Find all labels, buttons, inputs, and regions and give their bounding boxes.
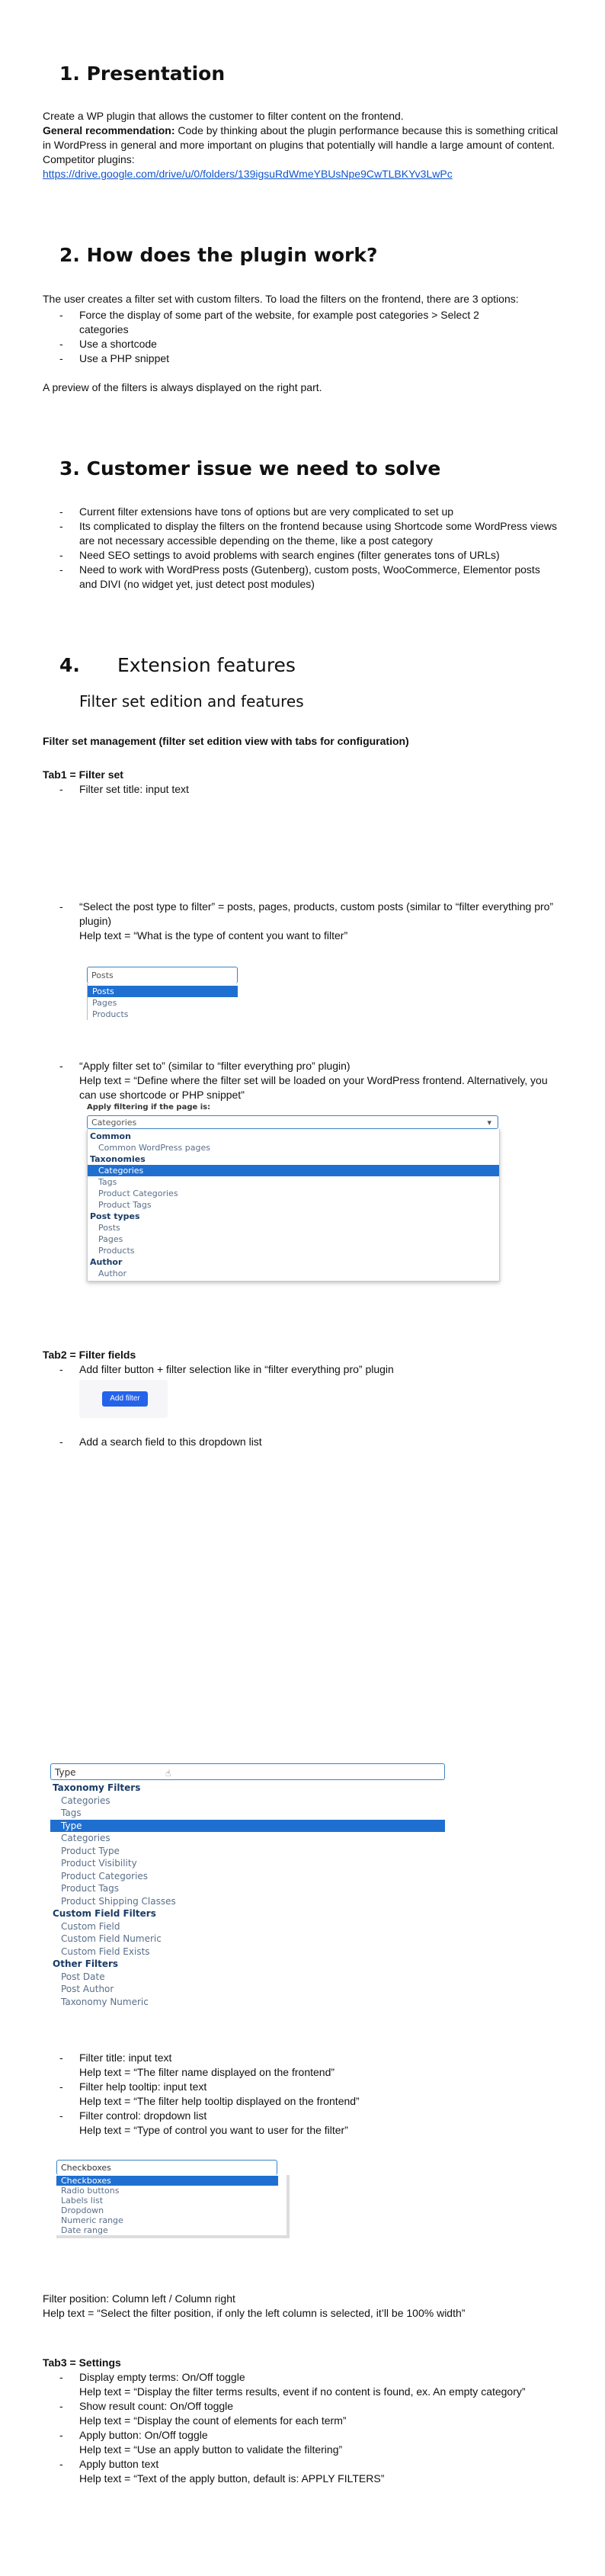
- option-radio-buttons[interactable]: Radio buttons: [61, 2186, 120, 2196]
- list-item: [43, 2370, 561, 2399]
- tab2-title: Tab2 = Filter fields: [43, 1349, 136, 1361]
- apply-filter-options: [87, 1129, 500, 1282]
- position-text: Filter position: Column left / Column right: [43, 2292, 235, 2305]
- option-product-shipping-classes[interactable]: Product Shipping Classes: [61, 1895, 176, 1907]
- list-item: - Use a shortcode: [43, 337, 530, 351]
- apply-filter-select[interactable]: [87, 1115, 498, 1129]
- item-text: “Apply filter set to” (similar to “filter everything pro” plugin): [79, 1060, 351, 1072]
- list-item: - Need to work with WordPress posts (Gutenberg), custom posts, WooCommerce, Elementor posts and DIVI (no widget yet, just detect post modules): [43, 563, 561, 592]
- option-categories[interactable]: Categories: [88, 1165, 499, 1176]
- item-text: Display empty terms: On/Off toggle: [79, 2371, 245, 2383]
- item-text: “Select the post type to filter” = posts, pages, products, custom posts (similar to “filter everything pro” plugin): [79, 900, 554, 927]
- option-tags[interactable]: Tags: [98, 1177, 117, 1187]
- option-product-tags[interactable]: Product Tags: [61, 1883, 119, 1894]
- options-list: [43, 308, 530, 366]
- group-author: Author: [90, 1257, 123, 1267]
- list-item: - Force the display of some part of the website, for example post categories > Select 2 categories: [43, 308, 530, 337]
- list-item: [43, 2051, 561, 2080]
- add-filter-mock: [79, 1380, 168, 1418]
- filter-control-mock: [56, 2160, 290, 2238]
- list-item: [43, 2428, 561, 2457]
- option-categories[interactable]: Categories: [61, 1795, 110, 1806]
- list-item: - Add a search field to this dropdown list: [43, 1435, 561, 1449]
- item-text: Filter help tooltip: input text: [79, 2080, 207, 2093]
- list-item: [43, 2080, 561, 2109]
- group-common: Common: [90, 1131, 131, 1141]
- option-product-type[interactable]: Product Type: [61, 1845, 120, 1856]
- recommendation-text: Code by thinking about the plugin performance because this is something critical in WordPress in general and more important on plugins that potentially will handle a large amount of content.: [43, 124, 559, 151]
- option-custom-field-numeric[interactable]: Custom Field Numeric: [61, 1933, 162, 1944]
- list-item: [43, 2457, 561, 2486]
- option-products[interactable]: Products: [98, 1246, 135, 1256]
- option-custom-field-exists[interactable]: Custom Field Exists: [61, 1946, 150, 1957]
- filter-control-options: [56, 2175, 290, 2238]
- search-field-item: [43, 1435, 561, 1449]
- group-other-filters: Other Filters: [53, 1958, 119, 1969]
- list-item: [43, 1059, 561, 1102]
- option-author[interactable]: Author: [98, 1269, 127, 1278]
- option-products[interactable]: Products: [92, 1009, 129, 1019]
- option-product-categories[interactable]: Product Categories: [98, 1189, 178, 1198]
- help-text: Help text = “Display the count of elements for each term”: [79, 2414, 347, 2427]
- group-custom-field-filters: Custom Field Filters: [53, 1908, 156, 1919]
- section-4-number: 4.: [59, 654, 80, 676]
- option-categories-2[interactable]: Categories: [61, 1833, 110, 1843]
- filter-set-management: Filter set management (filter set edition view with tabs for configuration): [43, 735, 409, 747]
- section-2-heading: 2. How does the plugin work?: [59, 244, 378, 266]
- apply-filter-mock: [87, 1103, 506, 1295]
- filter-type-select[interactable]: [50, 1763, 445, 1780]
- help-text: Help text = “The filter help tooltip displayed on the frontend”: [79, 2095, 360, 2107]
- section-4-heading: Extension features: [117, 654, 296, 676]
- tab3-title: Tab3 = Settings: [43, 2356, 121, 2369]
- list-item: - Need SEO settings to avoid problems with search engines (filter generates tons of URLs): [43, 548, 561, 563]
- help-text: Help text = “Use an apply button to validate the filtering”: [79, 2443, 343, 2456]
- apply-to-item: [43, 1059, 561, 1102]
- item-text: Filter control: dropdown list: [79, 2109, 207, 2122]
- add-filter-button[interactable]: Add filter: [102, 1391, 148, 1407]
- item-text: Apply button text: [79, 2458, 159, 2470]
- option-product-tags[interactable]: Product Tags: [98, 1200, 152, 1210]
- list-item: - Use a PHP snippet: [43, 351, 530, 366]
- post-type-item: [43, 900, 561, 943]
- option-pages[interactable]: Pages: [92, 998, 117, 1008]
- help-text: Help text = “Type of control you want to user for the filter”: [79, 2124, 348, 2136]
- section-3-heading: 3. Customer issue we need to solve: [59, 457, 441, 480]
- apply-filter-value: Categories: [91, 1118, 137, 1128]
- group-taxonomies: Taxonomies: [90, 1154, 146, 1164]
- option-dropdown[interactable]: Dropdown: [61, 2205, 104, 2215]
- help-text: Help text = “Text of the apply button, default is: APPLY FILTERS”: [79, 2472, 385, 2485]
- filter-position: [43, 2292, 576, 2321]
- competitor-link[interactable]: https://drive.google.com/drive/u/0/folders/139igsuRdWmeYBUsNpe9CwTLBKYv3LwPc: [43, 168, 453, 180]
- help-text: Help text = “Display the filter terms results, event if no content is found, ex. An empty category”: [79, 2385, 526, 2398]
- post-type-options: [87, 983, 238, 1020]
- option-labels-list[interactable]: Labels list: [61, 2196, 104, 2205]
- option-product-visibility[interactable]: Product Visibility: [61, 1858, 137, 1869]
- option-posts[interactable]: Posts: [88, 986, 238, 997]
- option-tags[interactable]: Tags: [61, 1808, 82, 1818]
- tab2-list: [43, 1362, 561, 1377]
- list-item: [43, 900, 561, 943]
- option-taxonomy-numeric[interactable]: Taxonomy Numeric: [61, 1996, 149, 2007]
- competitor-label: Competitor plugins:: [43, 153, 135, 165]
- section-4-subheading: Filter set edition and features: [79, 692, 304, 711]
- preview-note: A preview of the filters is always displayed on the right part.: [43, 381, 322, 393]
- help-text: Help text = “What is the type of content you want to filter”: [79, 929, 348, 942]
- group-post-types: Post types: [90, 1211, 140, 1221]
- apply-filter-label: Apply filtering if the page is:: [87, 1103, 211, 1112]
- post-type-select[interactable]: Posts: [87, 967, 238, 983]
- recommendation: [43, 124, 561, 152]
- cursor-icon: ☝: [165, 1768, 171, 1779]
- recommendation-label: General recommendation:: [43, 124, 175, 136]
- filter-fields-list: [43, 2051, 561, 2138]
- issues-list: [43, 505, 561, 592]
- filter-type-value: Type: [55, 1767, 76, 1778]
- option-post-date[interactable]: Post Date: [61, 1971, 105, 1982]
- option-post-author[interactable]: Post Author: [61, 1984, 114, 1994]
- filter-control-select[interactable]: Checkboxes: [56, 2160, 277, 2175]
- list-item: [43, 2109, 561, 2138]
- filter-type-mock: [50, 1763, 445, 2032]
- intro-line: Create a WP plugin that allows the customer to filter content on the frontend.: [43, 110, 404, 122]
- option-checkboxes[interactable]: Checkboxes: [56, 2176, 278, 2186]
- settings-list: [43, 2370, 561, 2486]
- help-text: Help text = “Define where the filter set will be loaded on your WordPress frontend. Alternatively, you can use shortcode or PHP snippet”: [79, 1074, 548, 1101]
- option-custom-field[interactable]: Custom Field: [61, 1920, 120, 1932]
- section-3-body: [43, 505, 561, 592]
- list-item: [43, 2399, 561, 2428]
- item-text: Show result count: On/Off toggle: [79, 2400, 234, 2412]
- option-posts[interactable]: Posts: [98, 1223, 120, 1233]
- tab1-list: [43, 782, 561, 797]
- section-2-intro: The user creates a filter set with custom filters. To load the filters on the frontend, there are 3 options:: [43, 293, 519, 305]
- list-item: - Its complicated to display the filters on the frontend because using Shortcode some WordPress views are not necessary accessible depending on the theme, like a post category: [43, 519, 561, 548]
- list-item: - Filter set title: input text: [43, 782, 561, 797]
- help-text: Help text = “The filter name displayed on the frontend”: [79, 2066, 335, 2078]
- option-common-pages[interactable]: Common WordPress pages: [98, 1143, 210, 1153]
- section-1-heading: 1. Presentation: [59, 63, 226, 85]
- section-1-body: [43, 109, 561, 181]
- option-pages[interactable]: Pages: [98, 1234, 123, 1244]
- section-2-body: [43, 292, 561, 395]
- list-item: - Current filter extensions have tons of options but are very complicated to set up: [43, 505, 561, 519]
- option-type[interactable]: Type: [50, 1820, 445, 1833]
- chevron-down-icon: ▾: [487, 1118, 491, 1128]
- group-taxonomy-filters: Taxonomy Filters: [53, 1782, 141, 1793]
- post-type-mock: [87, 967, 238, 1034]
- item-text: Filter title: input text: [79, 2051, 172, 2064]
- option-date-range[interactable]: Date range: [61, 2225, 108, 2235]
- list-item: - Add filter button + filter selection like in “filter everything pro” plugin: [43, 1362, 561, 1377]
- position-help: Help text = “Select the filter position, if only the left column is selected, it’ll be 100% width”: [43, 2307, 466, 2319]
- option-product-categories[interactable]: Product Categories: [61, 1870, 149, 1881]
- tab1-title: Tab1 = Filter set: [43, 768, 123, 781]
- option-numeric-range[interactable]: Numeric range: [61, 2215, 123, 2225]
- item-text: Apply button: On/Off toggle: [79, 2429, 208, 2441]
- filter-type-options: [50, 1780, 445, 2008]
